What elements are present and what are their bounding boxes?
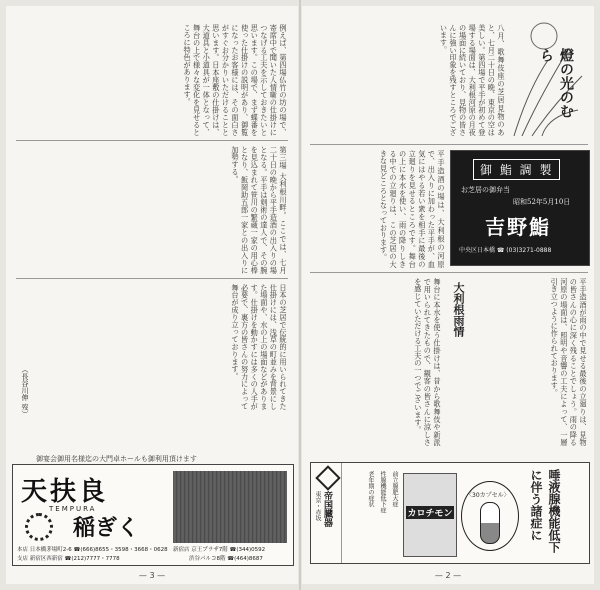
pharma-headline: 唾液腺機能低下に伴う諸症に (529, 469, 561, 553)
ad-branch-store: 支店 新宿区西新宿 ☎(212)7777・7778 (17, 556, 120, 562)
left-page-number: — 3 — (138, 571, 166, 580)
sushi-ad-area: お芝居の御弁当 (461, 186, 510, 194)
left-divider-2 (16, 278, 288, 279)
left-divider-1 (16, 140, 288, 141)
pharma-company: 帝国臓器 (322, 491, 332, 527)
indication-item: 老年期の症状 (367, 471, 374, 507)
chrysanthemum-crest-icon (25, 513, 53, 541)
indication-list (345, 471, 399, 559)
pharma-logo-icon (315, 465, 340, 490)
capsule-label: 〈30カプセル〉 (466, 492, 510, 499)
product-name: カロチモン (406, 506, 454, 519)
product-box (403, 473, 457, 557)
illustration (508, 20, 588, 138)
ad-store-4: 渋谷パルコ8階 ☎(464)8687 (189, 556, 263, 562)
ad-main-store: 本店 日本橋茅場町2-6 ☎(666)8655・3598・3668・0628 (17, 547, 168, 553)
right-divider-1 (310, 144, 588, 145)
sushi-ad-name: 吉野鮨 (485, 215, 551, 239)
sushi-ad-category: 御 鮨 調 製 (473, 159, 560, 180)
sushi-ad-address: 中央区日本橋 ☎ (03)3271-0888 (459, 247, 552, 254)
right-page-number: — 2 — (434, 571, 462, 580)
left-lower-text: 日本の芝居で伝統的に用いられてきた仕掛けには、浅草の町並みを背景にした場面や、水の上の場面などがあります。仕掛けを動かすには多くの人手が必要で、裏方の皆さんの努力によって舞台が成り立っております。 (231, 284, 288, 410)
pharma-location: 東京・赤坂 (314, 491, 321, 521)
indication-item: 性腺機能低下症 (379, 471, 386, 513)
sushi-ad-date: 昭和52年5月10日 (513, 198, 571, 206)
right-page (302, 6, 594, 584)
left-upper-text: 例えば、第四場仏竹の坊の場で、寄席中で聞いた人情噺の仕掛けにつなげる工夫を示しておきたいと思います。この場で、まず蝶番を使った仕掛けの説明があり、御覧になったお客様には、その面白さがすぐお分かりいただけることと思います。日本座敷の仕掛けは、大道具と小道具が一体となって、舞台の上で様々な変化を見せるところに特色があります。 (183, 24, 288, 136)
right-body-text: 平手造酒の場は、大利根の河原で、出入りに加わった平手が、血気にはやる若い衆を相手に最後の立廻りを見せるところです。舞台の上に本水を使い、雨の降りしきる中での立廻りは、この芝居の大きな見どころとなっております。 (379, 150, 446, 268)
ad-store-3: 新宿店 京王プラザ7階 ☎(344)0592 (173, 547, 266, 553)
section-title: 大利根雨情 (452, 282, 465, 337)
illustration-title: 燈の光のむら (538, 48, 574, 118)
tempura-ad (12, 464, 294, 566)
right-divider-2 (310, 272, 588, 273)
indication-item: 前立腺肥大症 (391, 471, 398, 507)
left-page (6, 6, 298, 584)
ad-brand-sub: 稲ぎく (73, 515, 140, 541)
sushi-ad (450, 150, 590, 266)
banquet-photo (173, 471, 287, 543)
left-middle-text: 第三場 大利根川畔。ここでは、七月二十日の晩から平手造酒の出入りの場となる。平手は剣術の達人で、その腕を見込まれて笹川の繁蔵一家の用心棒となり、飯岡助五郎一家との出入りに加勢する。 (231, 146, 288, 274)
right-intro-text: 八月、歌舞伎座の芝居見物のあと、七月二十日の晩、東京の空は美しい。第四場で平手が初めて登場する場面は、大利根河原の月夜の場面に続いており、見物の皆さんに強い印象を残すところでございます。 (439, 24, 506, 136)
ad-brand-roman: TEMPURA (49, 505, 97, 513)
ad-banquet-headline: 御宴会御用名様迄の大門卓ホールも御利用頂けます (36, 455, 197, 463)
ad-brand-main: 天扶良 (21, 477, 109, 507)
pharma-ad (310, 462, 590, 564)
book-gutter (299, 0, 301, 590)
right-lower-text: 舞台に本水を使う仕掛けは、昔から歌舞伎や新派で用いられてきたもので、観客の皆さんに涼しさを感じていただける工夫の一つでございます。 (413, 278, 442, 446)
section-text: 平手造酒が雨の中で見せる最後の立廻りは、見物の皆さんの心に深く残ることでしょう。雨の降る河原の場面は、照明や音響の工夫によって、一層引き立つように作られております。 (550, 278, 588, 446)
pharma-ad-divider (341, 463, 342, 563)
capsule-bubble (461, 481, 519, 551)
signature: （長谷川伸 歿） (21, 366, 29, 418)
capsule-icon (480, 502, 500, 544)
